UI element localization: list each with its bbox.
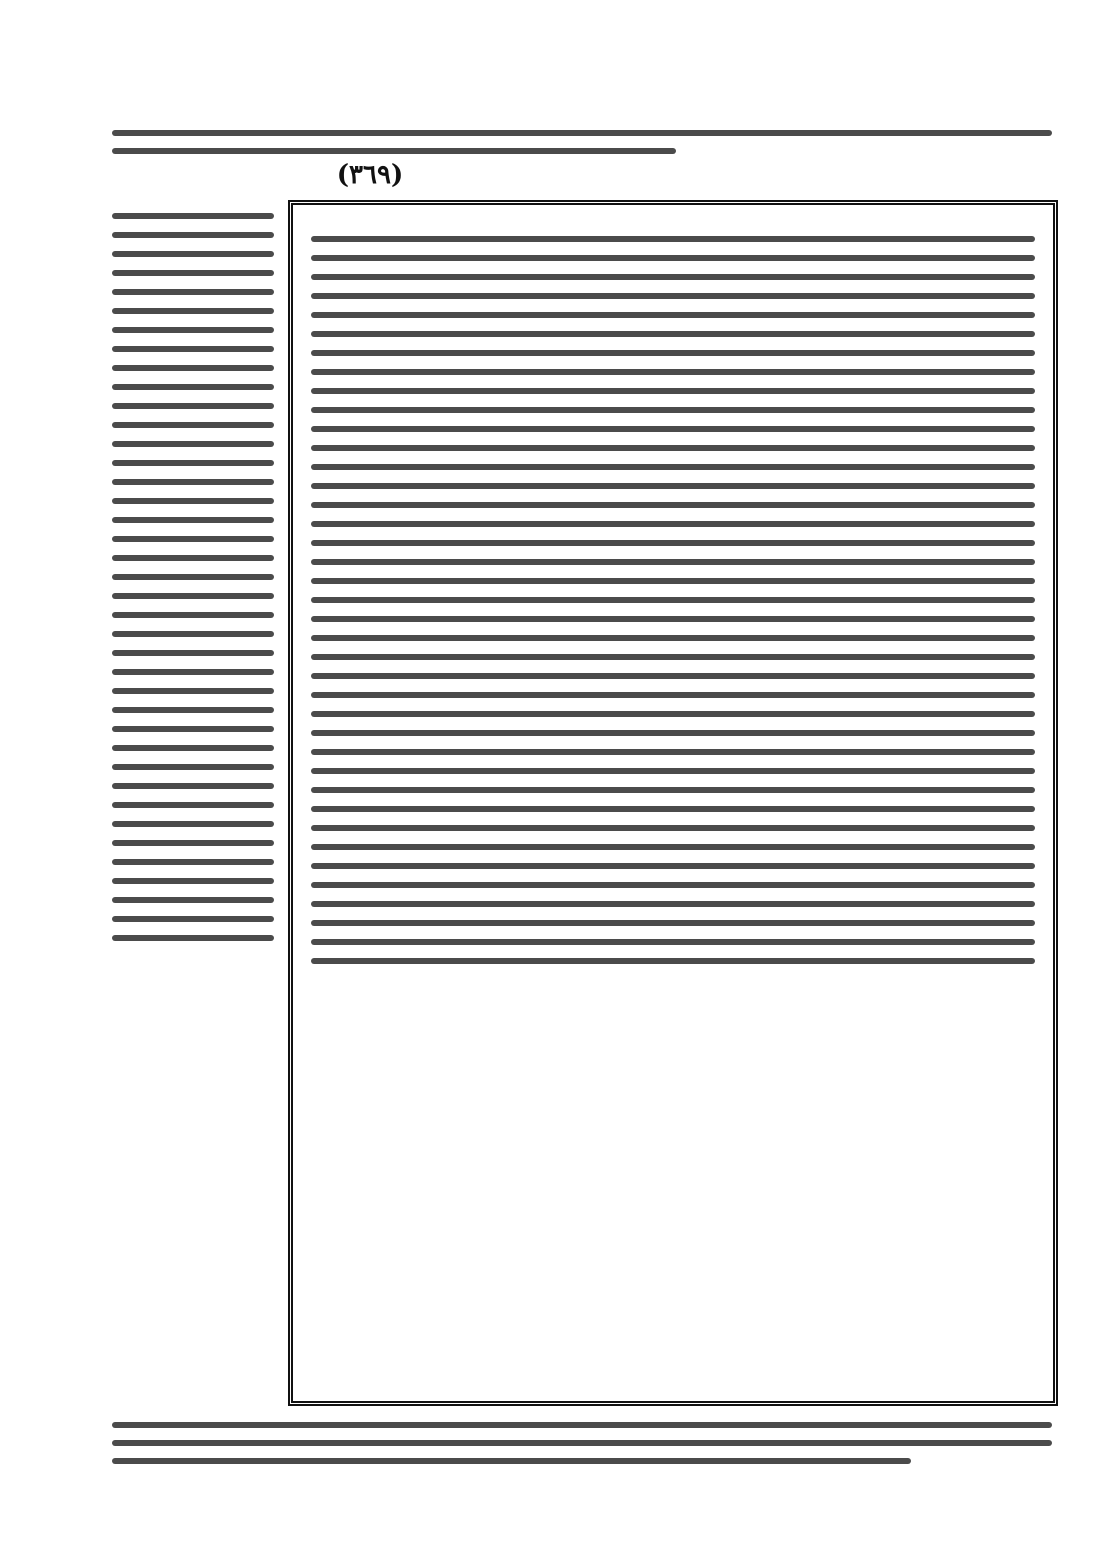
side-text-line [112,498,274,504]
commentary-text-line [311,844,1035,850]
side-text-line [112,251,274,257]
side-text-line [112,213,274,219]
bottom-text-line [112,1458,911,1464]
side-text-line [112,840,274,846]
commentary-text-line [311,635,1035,641]
side-text-line [112,289,274,295]
commentary-text-line [311,654,1035,660]
bottom-text-line [112,1422,1052,1428]
side-text-line [112,935,274,941]
commentary-text-line [311,255,1035,261]
commentary-text-line [311,749,1035,755]
commentary-text-line [311,540,1035,546]
side-text-line [112,536,274,542]
side-text-line [112,384,274,390]
side-text-line [112,650,274,656]
commentary-text-line [311,616,1035,622]
commentary-text-line [311,692,1035,698]
commentary-text-line [311,825,1035,831]
side-text-line [112,821,274,827]
commentary-text-line [311,407,1035,413]
commentary-text-line [311,673,1035,679]
side-text-line [112,308,274,314]
side-text-line [112,327,274,333]
commentary-text-line [311,350,1035,356]
commentary-text-line [311,578,1035,584]
side-text-line [112,574,274,580]
side-text-line [112,669,274,675]
commentary-text-line [311,521,1035,527]
commentary-text-line [311,274,1035,280]
commentary-text-line [311,331,1035,337]
commentary-text-block [311,223,1035,1383]
side-text-line [112,517,274,523]
side-text-line [112,783,274,789]
commentary-text-line [311,806,1035,812]
page-number: (٣٦٩) [336,160,404,190]
header-text-line [112,148,676,154]
side-text-line [112,688,274,694]
commentary-text-line [311,464,1035,470]
side-text-line [112,707,274,713]
commentary-text-line [311,483,1035,489]
side-text-line [112,460,274,466]
commentary-text-line [311,369,1035,375]
side-text-line [112,631,274,637]
side-text-line [112,764,274,770]
side-text-line [112,726,274,732]
commentary-text-line [311,312,1035,318]
side-column-text [112,200,274,1406]
commentary-text-line [311,597,1035,603]
side-text-line [112,555,274,561]
side-text-line [112,593,274,599]
commentary-text-line [311,426,1035,432]
commentary-text-line [311,502,1035,508]
commentary-text-line [311,882,1035,888]
side-text-line [112,878,274,884]
commentary-box [288,200,1058,1406]
side-text-line [112,422,274,428]
commentary-text-line [311,559,1035,565]
commentary-text-line [311,730,1035,736]
header-text-block [112,118,1052,196]
commentary-text-line [311,920,1035,926]
side-text-line [112,802,274,808]
commentary-text-line [311,958,1035,964]
side-text-line [112,479,274,485]
bottom-text-line [112,1440,1052,1446]
commentary-text-line [311,236,1035,242]
side-text-line [112,897,274,903]
side-text-line [112,859,274,865]
commentary-text-line [311,711,1035,717]
side-text-line [112,916,274,922]
side-text-line [112,441,274,447]
commentary-text-line [311,388,1035,394]
commentary-text-line [311,901,1035,907]
commentary-text-line [311,293,1035,299]
side-text-line [112,365,274,371]
commentary-text-line [311,445,1035,451]
side-text-line [112,232,274,238]
side-text-line [112,612,274,618]
side-text-line [112,346,274,352]
commentary-text-line [311,768,1035,774]
commentary-text-line [311,863,1035,869]
bottom-text-block [112,1410,1052,1530]
commentary-text-line [311,787,1035,793]
commentary-text-line [311,939,1035,945]
side-text-line [112,270,274,276]
side-text-line [112,745,274,751]
side-text-line [112,403,274,409]
header-text-line [112,130,1052,136]
